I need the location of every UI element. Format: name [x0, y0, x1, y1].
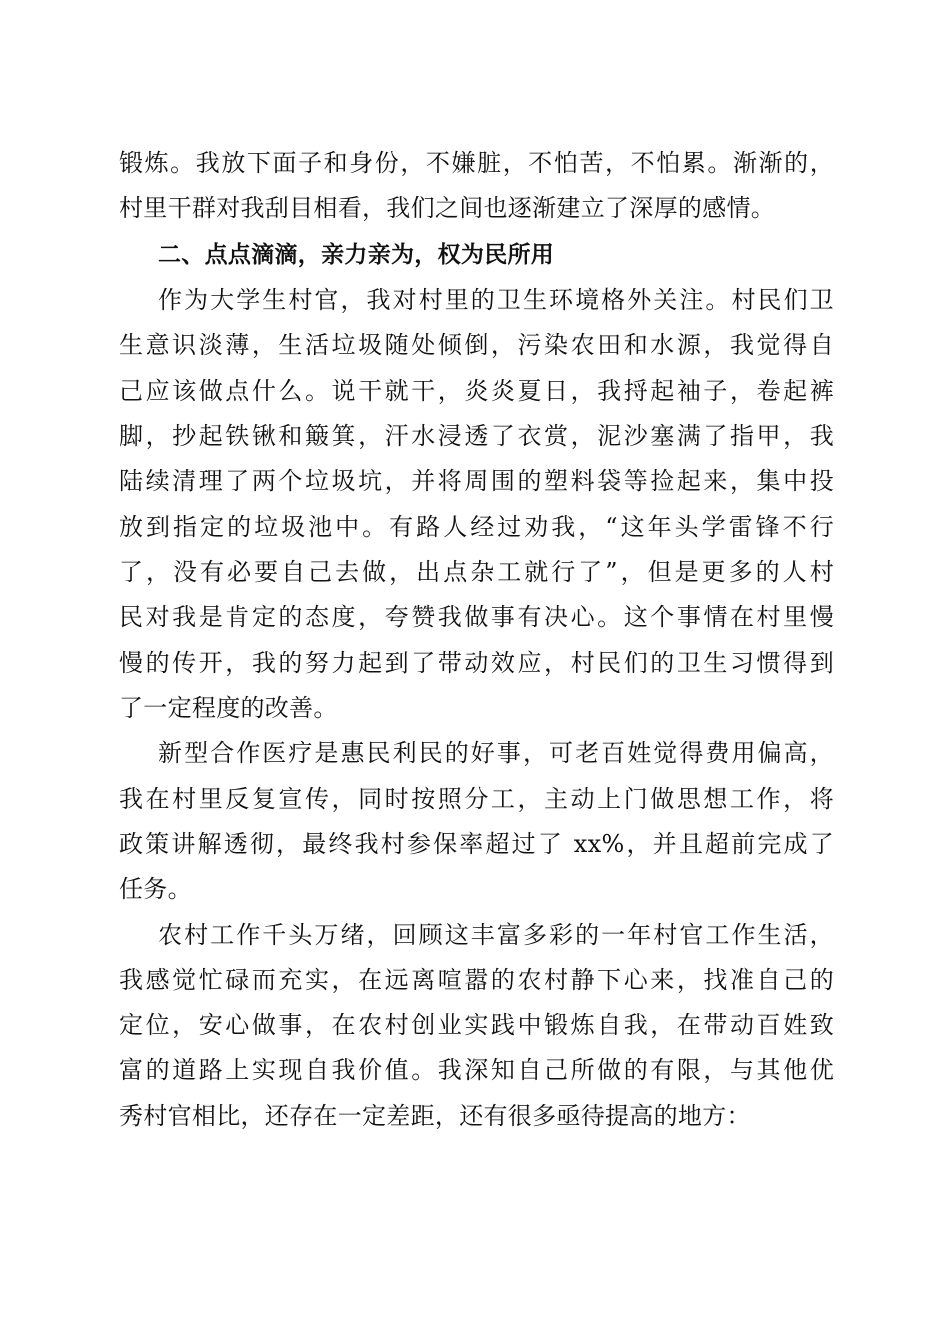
- paragraph-3-line: 我在村里反复宣传，同时按照分工，主动上门做思想工作，将: [119, 785, 834, 813]
- paragraph-2-line: 作为大学生村官，我对村里的卫生环境格外关注。村民们卫: [158, 286, 834, 314]
- paragraph-1-line: 村里干群对我刮目相看，我们之间也逐渐建立了深厚的感情。: [119, 194, 776, 222]
- paragraph-2-line: 了一定程度的改善。: [119, 694, 338, 722]
- paragraph-2-line: 了，没有必要自己去做，出点杂工就行了”，但是更多的人村: [119, 558, 834, 586]
- paragraph-4-line: 秀村官相比，还存在一定差距，还有很多亟待提高的地方：: [119, 1102, 751, 1130]
- paragraph-2-line: 民对我是肯定的态度，夸赞我做事有决心。这个事情在村里慢: [119, 603, 834, 631]
- paragraph-1-line: 锻炼。我放下面子和身份，不嫌脏，不怕苦，不怕累。渐渐的，: [119, 149, 834, 177]
- paragraph-2-line: 慢的传开，我的努力起到了带动效应，村民们的卫生习惯得到: [119, 649, 834, 677]
- paragraph-3-line: 任务。: [119, 875, 192, 903]
- section-heading: 二、点点滴滴，亲力亲为，权为民所用: [158, 242, 555, 268]
- paragraph-4-line: 富的道路上实现自我价值。我深知自己所做的有限，与其他优: [119, 1056, 834, 1084]
- paragraph-2-line: 己应该做点什么。说干就干，炎炎夏日，我捋起袖子，卷起裤: [119, 377, 834, 405]
- paragraph-4-line: 农村工作千头万绪，回顾这丰富多彩的一年村官工作生活，: [158, 921, 834, 949]
- paragraph-3-line: 新型合作医疗是惠民利民的好事，可老百姓觉得费用偏高，: [158, 739, 834, 767]
- paragraph-4-line: 定位，安心做事，在农村创业实践中锻炼自我，在带动百姓致: [119, 1011, 834, 1039]
- paragraph-3-line: 政策讲解透彻，最终我村参保率超过了 xx%，并且超前完成了: [119, 830, 834, 858]
- paragraph-2-line: 脚，抄起铁锹和簸箕，汗水浸透了衣赏，泥沙塞满了指甲，我: [119, 422, 834, 450]
- paragraph-2-line: 生意识淡薄，生活垃圾随处倾倒，污染农田和水源，我觉得自: [119, 331, 834, 359]
- paragraph-4-line: 我感觉忙碌而充实，在远离喧嚣的农村静下心来，找准自己的: [119, 966, 834, 994]
- paragraph-2-line: 放到指定的垃圾池中。有路人经过劝我，“这年头学雷锋不行: [119, 513, 834, 541]
- paragraph-2-line: 陆续清理了两个垃圾坑，并将周围的塑料袋等捡起来，集中投: [119, 467, 834, 495]
